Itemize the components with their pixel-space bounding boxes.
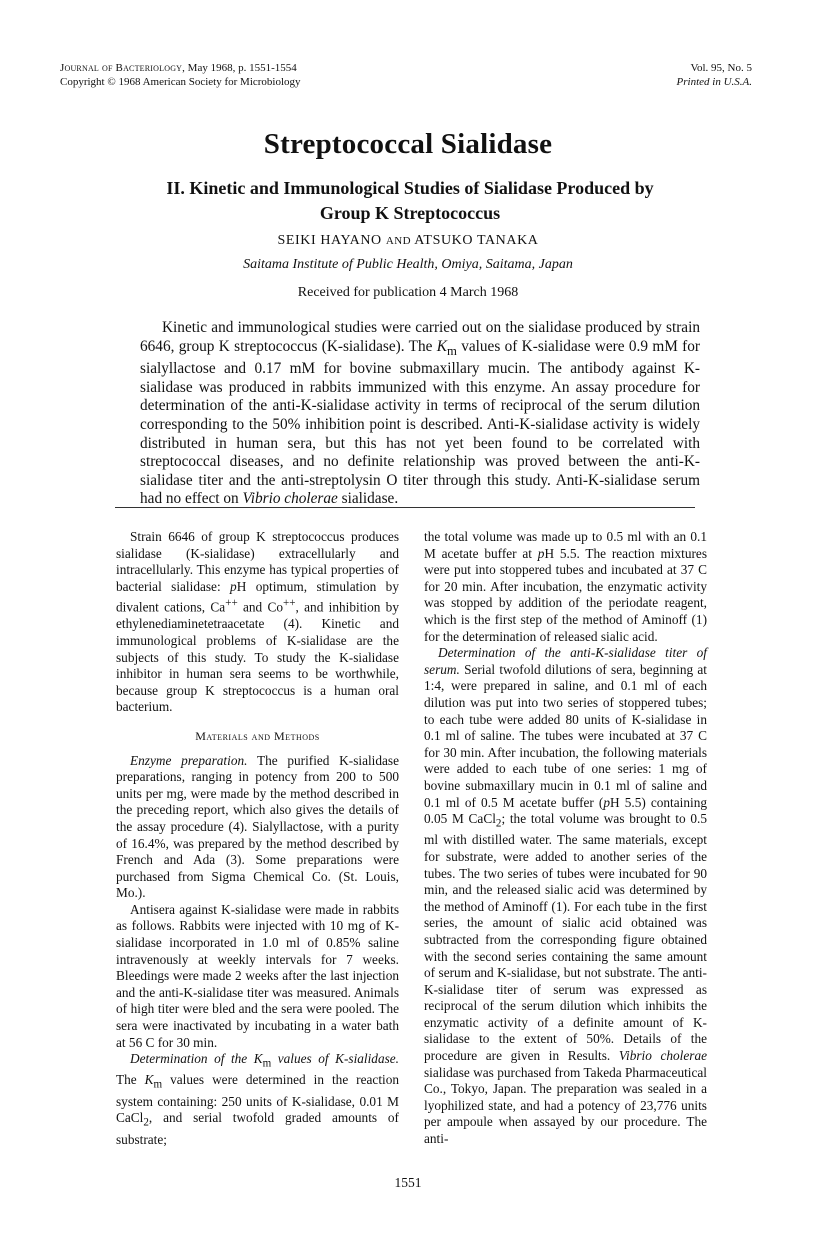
header-left <box>60 62 301 89</box>
enzyme-heading: Enzyme preparation. <box>130 752 248 768</box>
intro-text-3: and Co <box>237 599 284 615</box>
titer-paragraph <box>424 645 707 1147</box>
intro-paragraph <box>116 529 399 716</box>
titer-sub: 2 <box>495 817 502 830</box>
abstract <box>140 319 700 509</box>
article-title: Streptococcal Sialidase <box>263 128 553 160</box>
volume-info: Vol. 95, No. 5 <box>690 62 752 74</box>
article-subtitle: II. Kinetic and Immunological Studies of Sialidase Produced by Group K Streptococcus <box>166 178 654 223</box>
column-right <box>424 529 707 1148</box>
right-ph: p <box>537 545 545 561</box>
page-number: 1551 <box>394 1175 422 1190</box>
journal-citation <box>60 62 301 76</box>
km-text-sub: m <box>153 1079 163 1092</box>
titer-text-3: ; the total volume was brought to 0.5 ml with distilled water. The same materials, except for substrate, were added to another series of the tubes. The two series of tubes were incubated for 90 min, and the released sialic acid was determined by the method of Aminoff (1). For each tube in the first series, the amount of sialic acid obtained was subtracted from the corresponding figure obtained with the second series containing the same amount of serum and K-sialidase, but not substrate. The anti-K-sialidase titer of serum was expressed as reciprocal of the serum dilution which inhibits the enzymatic activity of a definite amount of K-sialidase to the extent of 50%. Details of the procedure are given in Results. <box>424 811 708 1064</box>
km-heading-2: values of K-sialidase. <box>271 1051 399 1067</box>
intro-text-4: , and inhibition by ethylenediaminetetraacetate (4). Kinetic and immunological problems of K-sialidase are the subjects of this study. To study the K-sialidase inhibitor in human sera seems to be worthwhile, because group K streptococcus is a human oral bacterium. <box>116 599 399 715</box>
affiliation: Saitama Institute of Public Health, Omiya, Saitama, Japan <box>243 257 573 272</box>
titer-text-4: sialidase was purchased from Takeda Pharmaceutical Co., Tokyo, Japan. The preparation was sealed in a lyophilized state, and had a potency of 23,776 units per ampoule when assayed by our procedure. The anti- <box>424 1064 707 1147</box>
abstract-vibrio: Vibrio cholerae <box>242 490 338 508</box>
km-text-sub2: 2 <box>143 1116 149 1129</box>
antisera-paragraph: Antisera against K-sialidase were made in rabbits as follows. Rabbits were injected with 10 mg of K-sialidase incorporated in 1.0 ml of 0.85% saline intravenously at weekly intervals for 7 weeks. Bleedings were made 2 weeks after the last injection and the anti-K-sialidase titer was measured. Animals of high titer were bled and the sera were pooled. The sera were inactivated by incubating in a water bath at 56 C for 30 min. <box>116 901 399 1050</box>
continued-paragraph <box>424 529 707 645</box>
journal-name: Journal of Bacteriology <box>60 62 183 74</box>
right-text-2: H 5.5. The reaction mixtures were put into stoppered tubes and incubated at 37 C for 20 min. After incubation, the enzymatic activity was stopped by addition of the periodate reagent, which is the first step of the method of Aminoff (1) for the determination of released sialic acid. <box>424 545 707 644</box>
km-text-3: , and serial twofold graded amounts of substrate; <box>116 1110 399 1147</box>
printed-info: Printed in U.S.A. <box>676 75 752 88</box>
abstract-text-3: sialidase. <box>337 490 399 508</box>
section-heading-methods: Materials and Methods <box>195 728 320 743</box>
titer-text-2: H 5.5) containing 0.05 M CaCl <box>424 794 707 827</box>
column-left <box>116 529 399 1148</box>
intro-text-2: H optimum, stimulation by divalent cations, Ca <box>116 578 399 615</box>
authors <box>0 233 816 249</box>
authors-and: AND <box>385 235 411 247</box>
abstract-text-1: Kinetic and immunological studies were carried out on the sialidase produced by strain 6646, group K streptococcus (K-sialidase). The <box>140 319 700 355</box>
km-heading-sub: m <box>262 1057 272 1070</box>
km-text-2: values were determined in the reaction system containing: 250 units of K-sialidase, 0.01 M CaCl <box>116 1072 400 1126</box>
titer-vibrio: Vibrio cholerae <box>618 1048 707 1064</box>
intro-text-1: Strain 6646 of group K streptococcus produces sialidase (K-sialidase) extracellularly and intracellularly. This enzyme has typical properties of bacterial sialidase: <box>116 529 399 594</box>
intro-ph: p <box>230 578 237 594</box>
author-1: SEIKI HAYANO <box>277 233 382 248</box>
header-right <box>677 62 752 89</box>
issue-info: , May 1968, p. 1551-1554 <box>182 62 297 74</box>
titer-heading: Determination of the anti-K-sialidase titer of serum. <box>424 645 707 677</box>
enzyme-text: The purified K-sialidase preparations, ranging in potency from 200 to 500 units per mg, were made by the method described in the preceding report, which also gives the details of the assay procedure (4). Sialyllactose, with a purity of 16.4%, was prepared by the method described by French and Ada (3). Some preparations were purchased from Sigma Chemical Co. (St. Louis, Mo.). <box>116 752 399 901</box>
intro-sup-1: ++ <box>225 597 238 610</box>
copyright: Copyright © 1968 American Society for Microbiology <box>60 75 301 88</box>
enzyme-paragraph <box>116 753 399 902</box>
km-paragraph <box>116 1051 399 1148</box>
km-heading-1: Determination of the <box>130 1051 254 1067</box>
titer-ph: p <box>603 794 611 810</box>
titer-text-1: Serial twofold dilutions of sera, beginning at 1:4, were prepared in saline, and 0.1 ml of each dilution was put into two series of stoppered tubes; to each tube were added 80 units of K-sialidase in 0.1 ml of saline. The tubes were incubated at 37 C for 30 min. After incubation, the following materials were added to each tube of one series: 1 mg of bovine submaxillary mucin in 0.1 ml of saline and 0.1 ml of 0.5 M acetate buffer ( <box>424 661 707 810</box>
km-text-1: The <box>116 1072 145 1088</box>
abstract-divider <box>115 507 695 508</box>
right-text-1: the total volume was made up to 0.5 ml with an 0.1 M acetate buffer at <box>424 529 707 561</box>
abstract-km: K <box>436 337 447 355</box>
km-heading-k: K <box>253 1051 263 1067</box>
received-date: Received for publication 4 March 1968 <box>297 285 519 300</box>
intro-sup-2: ++ <box>283 597 296 610</box>
abstract-km-sub: m <box>446 343 457 358</box>
abstract-text-2: values of K-sialidase were 0.9 mM for sialyllactose and 0.17 mM for bovine submaxillary mucin. The antibody against K-sialidase was produced in rabbits immunized with this enzyme. An assay procedure for determination of the anti-K-sialidase activity in terms of reciprocal of the serum dilution corresponding to the 50% inhibition point is described. Anti-K-sialidase activity is widely distributed in human sera, but this has not yet been found to be correlated with streptococcal diseases, and no definite relationship was proved between the anti-K-sialidase titer and the anti-streptolysin O titer through this study. Anti-K-sialidase serum had no effect on <box>140 337 700 508</box>
author-2: ATSUKO TANAKA <box>414 233 539 248</box>
km-text-k: K <box>144 1072 154 1088</box>
